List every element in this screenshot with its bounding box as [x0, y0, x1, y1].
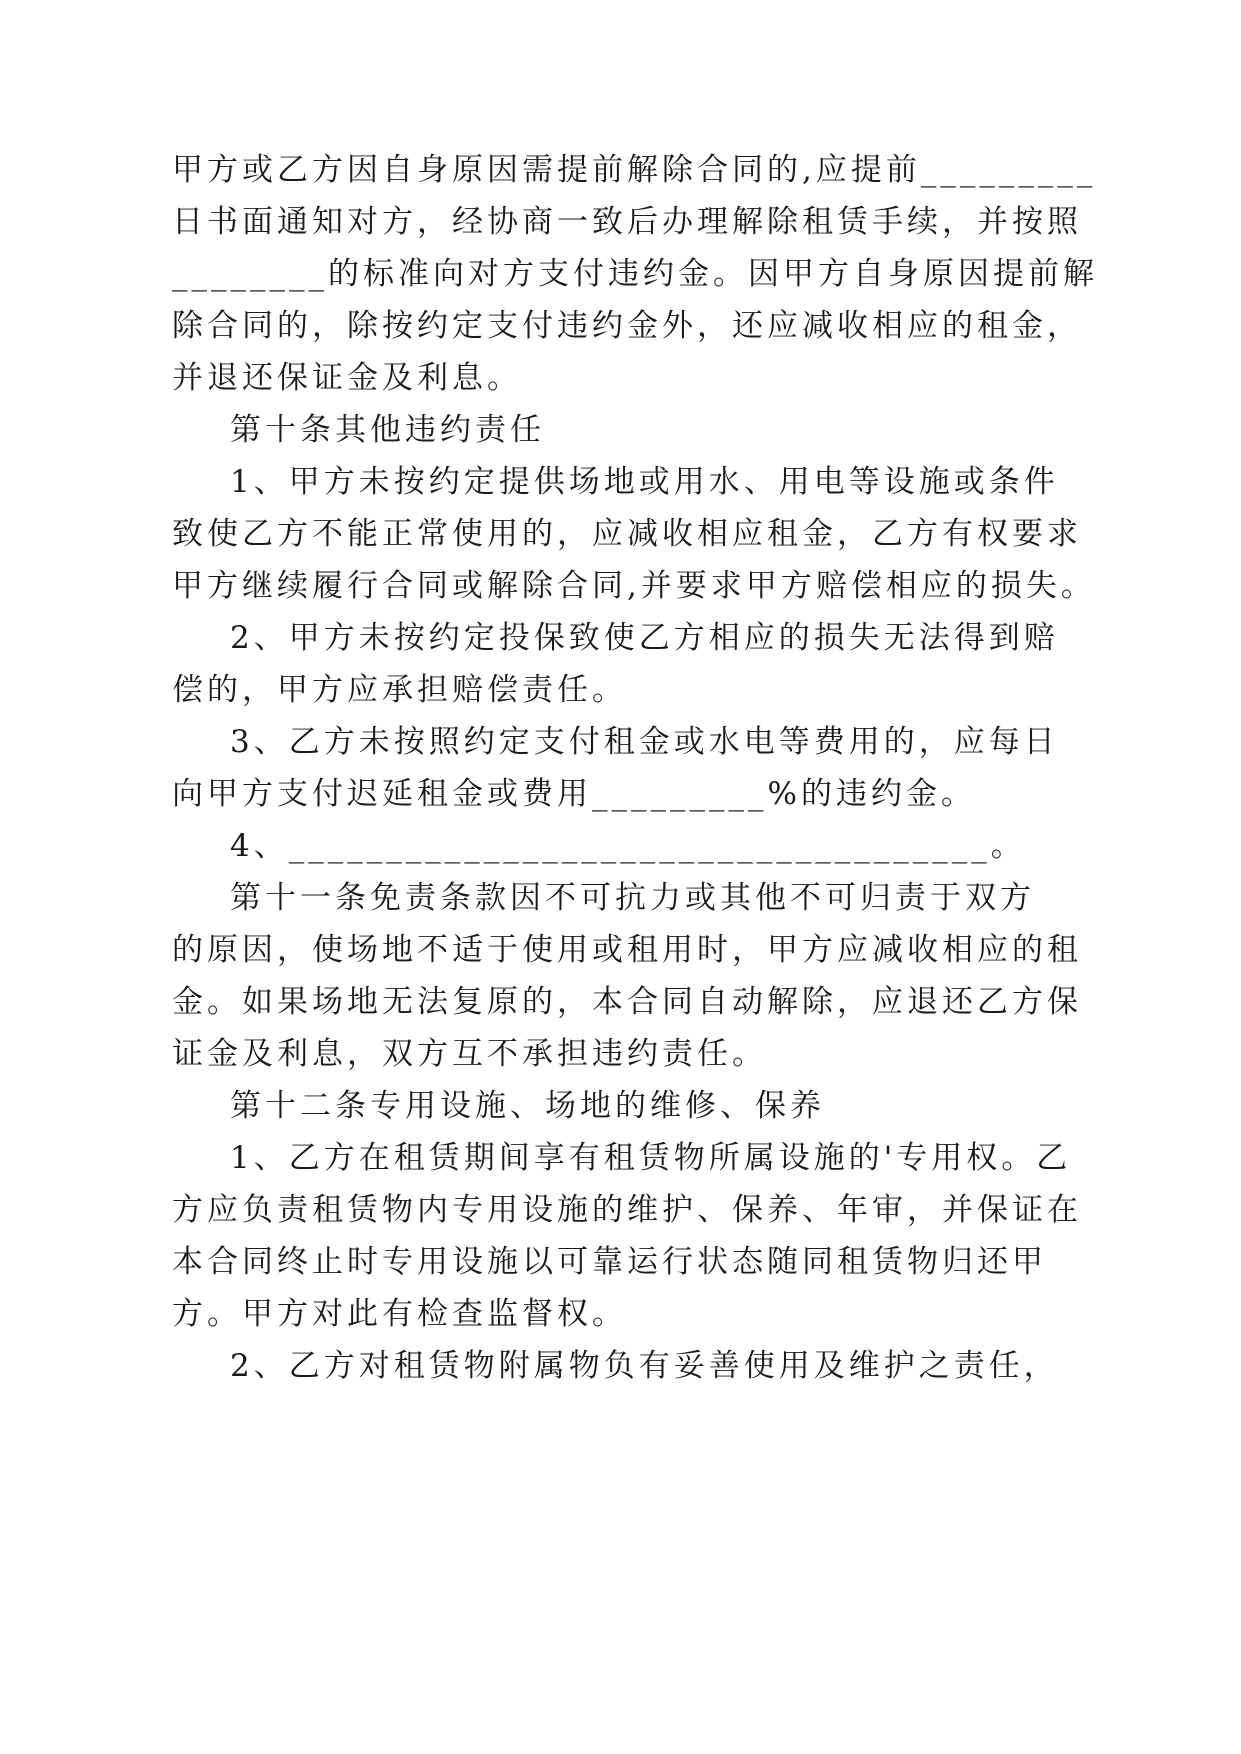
line-text: 的原因，使场地不适于使用或租用时，甲方应减收相应的租 [172, 932, 1082, 968]
heading-text: 第十条其他违约责任 [230, 412, 545, 448]
text-line [0, 1128, 1241, 1188]
line-text: 并退还保证金及利息。 [172, 360, 522, 396]
line-text: 除合同的，除按约定支付违约金外，还应减收相应的租金， [172, 308, 1082, 344]
text-line [0, 1024, 1241, 1084]
section-heading [0, 868, 1241, 928]
line-text: 致使乙方不能正常使用的，应减收相应租金，乙方有权要求 [172, 516, 1082, 552]
line-text: 金。如果场地无法复原的，本合同自动解除，应退还乙方保 [172, 984, 1082, 1020]
line-text: 甲方继续履行合同或解除合同,并要求甲方赔偿相应的损失。 [172, 568, 1096, 604]
text-line [0, 608, 1241, 668]
line-text: 偿的，甲方应承担赔偿责任。 [172, 672, 627, 708]
line-text: 向甲方支付迟延租金或费用_________%的违约金。 [172, 776, 976, 812]
section-heading [0, 1076, 1241, 1136]
text-line [0, 140, 1241, 200]
text-line [0, 712, 1241, 772]
text-line [0, 660, 1241, 720]
text-line [0, 504, 1241, 564]
text-line [0, 192, 1241, 252]
text-line [0, 920, 1241, 980]
heading-text: 第十一条免责条款因不可抗力或其他不可归责于双方 [230, 880, 1035, 916]
line-text: ________的标准向对方支付违约金。因甲方自身原因提前解 [172, 256, 1098, 292]
line-text: 1、甲方未按约定提供场地或用水、用电等设施或条件 [230, 464, 1059, 500]
line-text: 日书面通知对方，经协商一致后办理解除租赁手续，并按照 [172, 204, 1082, 240]
line-text: 1、乙方在租赁期间享有租赁物所属设施的'专用权。乙 [230, 1140, 1072, 1176]
text-line [0, 764, 1241, 824]
line-text: 2、乙方对租赁物附属物负有妥善使用及维护之责任， [230, 1348, 1059, 1384]
text-line [0, 1232, 1241, 1292]
text-line [0, 972, 1241, 1032]
text-line [0, 296, 1241, 356]
text-line [0, 556, 1241, 616]
line-text: 2、甲方未按约定投保致使乙方相应的损失无法得到赔 [230, 620, 1059, 656]
line-text: 证金及利息，双方互不承担违约责任。 [172, 1036, 767, 1072]
text-line [0, 452, 1241, 512]
line-text: 方。甲方对此有检查监督权。 [172, 1296, 627, 1332]
line-text: 3、乙方未按照约定支付租金或水电等费用的，应每日 [230, 724, 1059, 760]
section-heading [0, 400, 1241, 460]
line-text: 4、____________________________________。 [230, 828, 1026, 864]
text-line [0, 244, 1241, 304]
heading-text: 第十二条专用设施、场地的维修、保养 [230, 1088, 825, 1124]
line-text: 方应负责租赁物内专用设施的维护、保养、年审，并保证在 [172, 1192, 1082, 1228]
text-line [0, 1336, 1241, 1396]
line-text: 甲方或乙方因自身原因需提前解除合同的,应提前_________ [172, 152, 1097, 188]
text-line [0, 816, 1241, 876]
text-line [0, 1284, 1241, 1344]
text-line [0, 1180, 1241, 1240]
line-text: 本合同终止时专用设施以可靠运行状态随同租赁物归还甲 [172, 1244, 1047, 1280]
text-line [0, 348, 1241, 408]
